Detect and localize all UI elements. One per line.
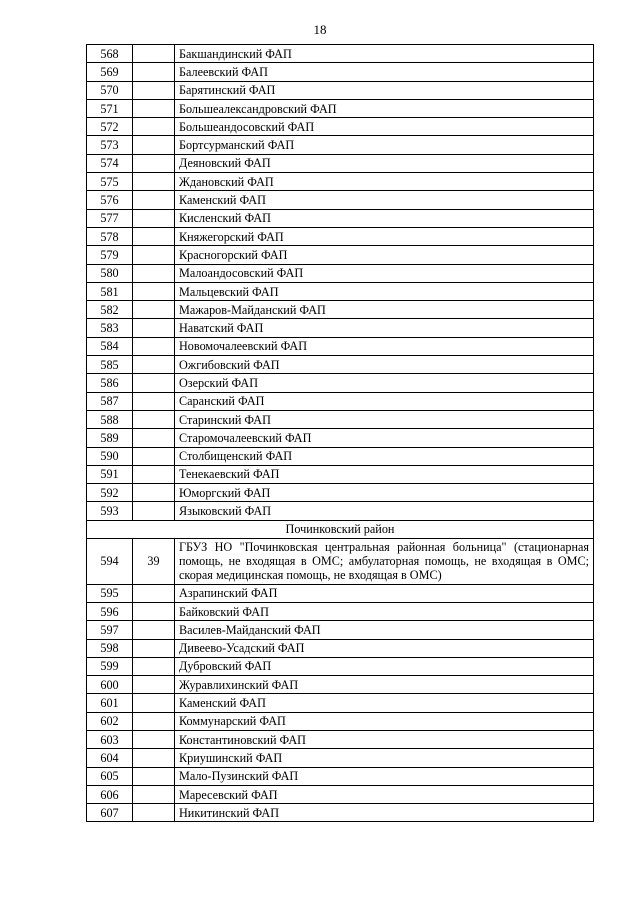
row-name: Бакшандинский ФАП: [175, 45, 594, 63]
row-number: 571: [87, 99, 133, 117]
row-number: 568: [87, 45, 133, 63]
row-number: 591: [87, 465, 133, 483]
table-row: [87, 676, 594, 694]
row-code: [133, 81, 175, 99]
row-name: Саранский ФАП: [175, 392, 594, 410]
row-number: 582: [87, 301, 133, 319]
table-row: [87, 694, 594, 712]
table-row: [87, 484, 594, 502]
table-row: [87, 63, 594, 81]
table-row: [87, 410, 594, 428]
row-number: 580: [87, 264, 133, 282]
row-code: [133, 584, 175, 602]
row-code: [133, 429, 175, 447]
table-row: [87, 785, 594, 803]
section-block: [87, 520, 594, 584]
table-row: [87, 136, 594, 154]
row-name: Старомочалеевский ФАП: [175, 429, 594, 447]
row-code: [133, 63, 175, 81]
row-code: [133, 785, 175, 803]
row-name: Барятинский ФАП: [175, 81, 594, 99]
row-name: Княжегорский ФАП: [175, 227, 594, 245]
table-row: [87, 657, 594, 675]
table-row: [87, 465, 594, 483]
table-row: [87, 209, 594, 227]
table-row: [87, 767, 594, 785]
row-number: 588: [87, 410, 133, 428]
table-row: [87, 246, 594, 264]
row-code: [133, 191, 175, 209]
table-row: [87, 45, 594, 63]
row-code: [133, 319, 175, 337]
row-name: Маресевский ФАП: [175, 785, 594, 803]
row-number: 589: [87, 429, 133, 447]
table-row: [87, 227, 594, 245]
section-header-row: [87, 520, 594, 538]
table-row: [87, 173, 594, 191]
row-number: 606: [87, 785, 133, 803]
table-row: [87, 502, 594, 520]
row-number: 584: [87, 337, 133, 355]
hospital-row-name: ГБУЗ НО "Починковская центральная районная больница" (стационарная помощь, не входящая в ОМС; амбулаторная помощь, не входящая в ОМС; скорая медицинская помощь, не входящая в ОМС): [175, 539, 594, 585]
row-code: [133, 804, 175, 822]
row-name: Азрапинский ФАП: [175, 584, 594, 602]
row-number: 600: [87, 676, 133, 694]
row-code: [133, 676, 175, 694]
row-code: [133, 621, 175, 639]
row-number: 607: [87, 804, 133, 822]
row-name: Мальцевский ФАП: [175, 282, 594, 300]
row-name: Ожгибовский ФАП: [175, 356, 594, 374]
table-row: [87, 191, 594, 209]
row-name: Коммунарский ФАП: [175, 712, 594, 730]
row-number: 604: [87, 749, 133, 767]
row-name: Новомочалеевский ФАП: [175, 337, 594, 355]
table-body-lower: [87, 584, 594, 822]
table-row: [87, 429, 594, 447]
table-row: [87, 356, 594, 374]
row-code: [133, 282, 175, 300]
row-number: 585: [87, 356, 133, 374]
row-name: Криушинский ФАП: [175, 749, 594, 767]
row-name: Константиновский ФАП: [175, 731, 594, 749]
row-code: [133, 301, 175, 319]
row-code: [133, 173, 175, 191]
row-name: Каменский ФАП: [175, 694, 594, 712]
row-name: Балеевский ФАП: [175, 63, 594, 81]
table-row: [87, 447, 594, 465]
row-name: Деяновский ФАП: [175, 154, 594, 172]
row-number: 583: [87, 319, 133, 337]
row-name: Наватский ФАП: [175, 319, 594, 337]
facility-table: [86, 44, 594, 822]
row-number: 596: [87, 602, 133, 620]
row-code: [133, 392, 175, 410]
row-code: [133, 374, 175, 392]
row-code: [133, 484, 175, 502]
row-name: Столбищенский ФАП: [175, 447, 594, 465]
table-row: [87, 804, 594, 822]
table-row: [87, 639, 594, 657]
row-code: [133, 45, 175, 63]
table-row: [87, 621, 594, 639]
row-number: 569: [87, 63, 133, 81]
row-name: Мало-Пузинский ФАП: [175, 767, 594, 785]
row-number: 577: [87, 209, 133, 227]
row-name: Большеандосовский ФАП: [175, 118, 594, 136]
table-row: [87, 99, 594, 117]
row-name: Журавлихинский ФАП: [175, 676, 594, 694]
row-name: Никитинский ФАП: [175, 804, 594, 822]
row-name: Языковский ФАП: [175, 502, 594, 520]
row-code: [133, 731, 175, 749]
table-row: [87, 264, 594, 282]
table-row: [87, 282, 594, 300]
row-name: Дивеево-Усадский ФАП: [175, 639, 594, 657]
row-code: [133, 337, 175, 355]
row-number: 590: [87, 447, 133, 465]
row-name: Тенекаевский ФАП: [175, 465, 594, 483]
row-code: [133, 767, 175, 785]
row-name: Озерский ФАП: [175, 374, 594, 392]
row-name: Василев-Майданский ФАП: [175, 621, 594, 639]
table-row: [87, 118, 594, 136]
row-name: Малоандосовский ФАП: [175, 264, 594, 282]
row-code: [133, 749, 175, 767]
row-code: [133, 602, 175, 620]
row-name: Ждановский ФАП: [175, 173, 594, 191]
table-row: [87, 731, 594, 749]
table-row: [87, 374, 594, 392]
row-code: [133, 447, 175, 465]
row-code: [133, 465, 175, 483]
row-code: [133, 712, 175, 730]
row-code: [133, 410, 175, 428]
row-code: [133, 227, 175, 245]
row-code: [133, 136, 175, 154]
row-name: Старинский ФАП: [175, 410, 594, 428]
row-number: 597: [87, 621, 133, 639]
row-name: Дубровский ФАП: [175, 657, 594, 675]
row-number: 601: [87, 694, 133, 712]
row-number: 578: [87, 227, 133, 245]
row-number: 605: [87, 767, 133, 785]
row-number: 598: [87, 639, 133, 657]
row-number: 592: [87, 484, 133, 502]
row-name: Красногорский ФАП: [175, 246, 594, 264]
row-number: 599: [87, 657, 133, 675]
row-code: [133, 356, 175, 374]
row-code: [133, 639, 175, 657]
row-code: [133, 694, 175, 712]
row-number: 579: [87, 246, 133, 264]
row-code: [133, 99, 175, 117]
table-row: [87, 749, 594, 767]
hospital-row-number: 594: [87, 539, 133, 585]
row-number: 586: [87, 374, 133, 392]
table-row: [87, 319, 594, 337]
table-row: [87, 81, 594, 99]
row-name: Большеалександровский ФАП: [175, 99, 594, 117]
page-number: 18: [313, 22, 327, 37]
row-number: 572: [87, 118, 133, 136]
row-name: Каменский ФАП: [175, 191, 594, 209]
row-code: [133, 118, 175, 136]
table-row: [87, 584, 594, 602]
table-body-upper: [87, 45, 594, 521]
hospital-row-code: 39: [133, 539, 175, 585]
table-row: [87, 602, 594, 620]
row-code: [133, 264, 175, 282]
row-name: Байковский ФАП: [175, 602, 594, 620]
table-row: [87, 337, 594, 355]
row-code: [133, 154, 175, 172]
row-number: 595: [87, 584, 133, 602]
row-code: [133, 209, 175, 227]
row-number: 573: [87, 136, 133, 154]
row-number: 576: [87, 191, 133, 209]
row-number: 570: [87, 81, 133, 99]
row-code: [133, 657, 175, 675]
row-number: 593: [87, 502, 133, 520]
table-row: [87, 712, 594, 730]
row-number: 602: [87, 712, 133, 730]
row-name: Юморгский ФАП: [175, 484, 594, 502]
hospital-row: [87, 539, 594, 585]
table-row: [87, 301, 594, 319]
table-row: [87, 154, 594, 172]
row-number: 603: [87, 731, 133, 749]
row-number: 581: [87, 282, 133, 300]
row-number: 575: [87, 173, 133, 191]
row-code: [133, 502, 175, 520]
section-title: Починковский район: [87, 520, 594, 538]
row-number: 574: [87, 154, 133, 172]
row-name: Кисленский ФАП: [175, 209, 594, 227]
row-code: [133, 246, 175, 264]
row-number: 587: [87, 392, 133, 410]
row-name: Мажаров-Майданский ФАП: [175, 301, 594, 319]
table-row: [87, 392, 594, 410]
row-name: Бортсурманский ФАП: [175, 136, 594, 154]
